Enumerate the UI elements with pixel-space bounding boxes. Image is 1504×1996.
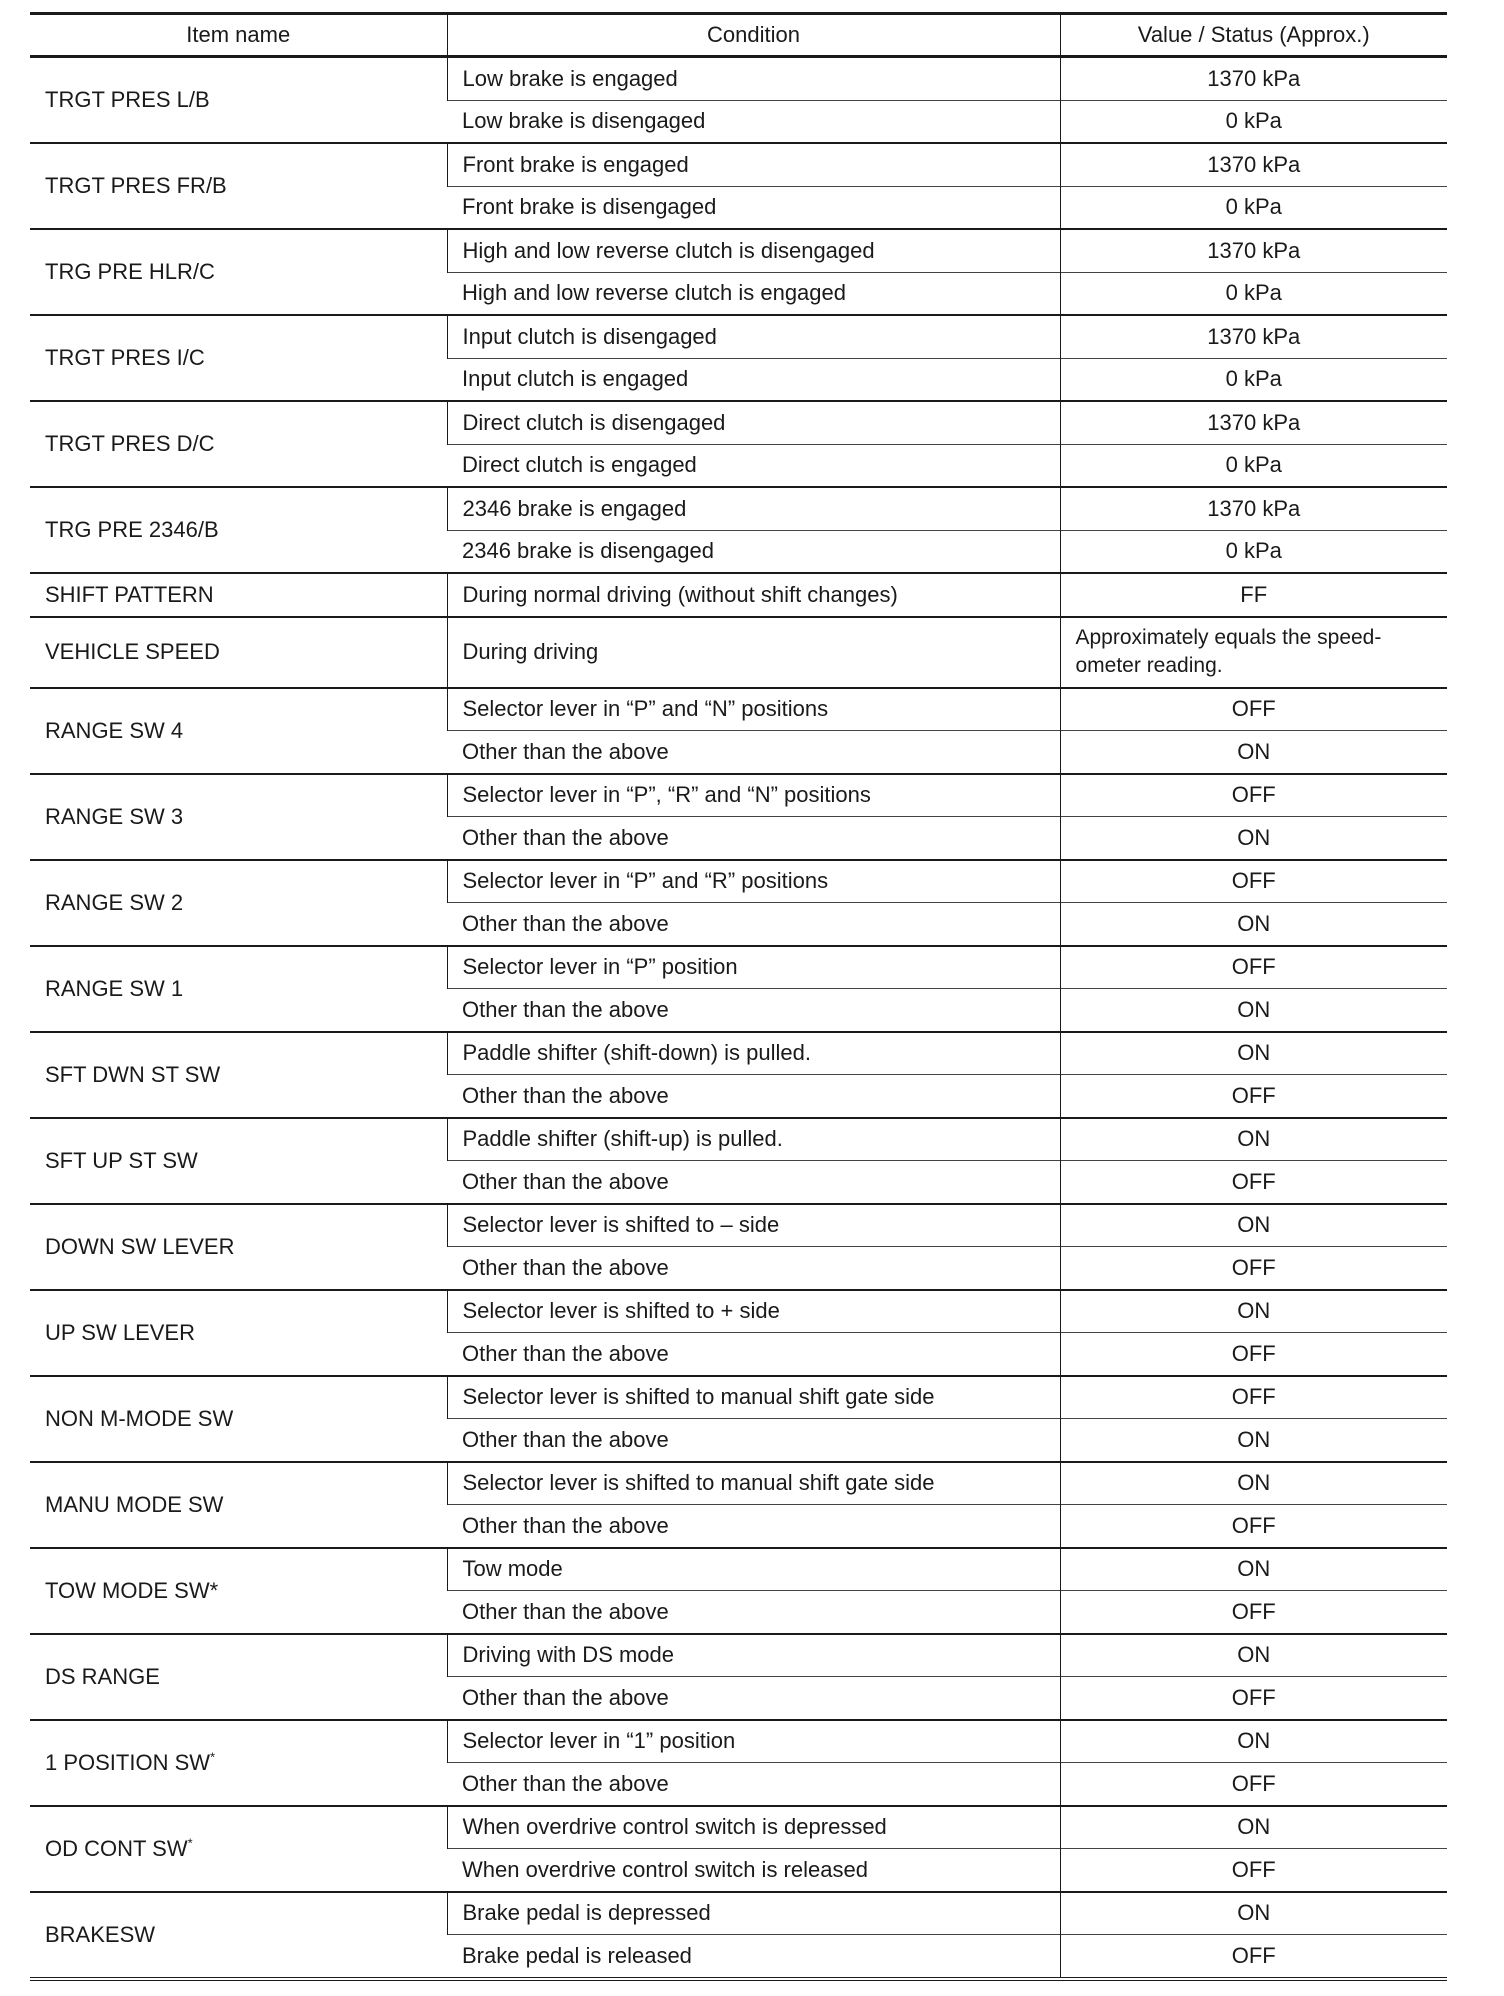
condition-cell: Paddle shifter (shift-up) is pulled. bbox=[447, 1118, 1060, 1161]
condition-cell: Selector lever in “P”, “R” and “N” positions bbox=[447, 774, 1060, 817]
item-name-cell bbox=[30, 617, 447, 688]
condition-cell: Other than the above bbox=[447, 731, 1060, 774]
condition-cell: Other than the above bbox=[447, 1591, 1060, 1634]
item-name-cell bbox=[30, 57, 447, 144]
item-name-cell bbox=[30, 946, 447, 1032]
item-name: MANU MODE SW bbox=[45, 1491, 224, 1517]
value-cell: ON bbox=[1060, 903, 1447, 946]
item-name: DS RANGE bbox=[45, 1663, 160, 1689]
item-name: TRG PRE HLR/C bbox=[45, 259, 215, 284]
footnote-marker: * bbox=[187, 1835, 193, 1851]
value-cell: 0 kPa bbox=[1060, 186, 1447, 229]
value-cell: ON bbox=[1060, 1290, 1447, 1333]
item-name: NON M-MODE SW bbox=[45, 1405, 234, 1431]
value-cell: FF bbox=[1060, 573, 1447, 617]
header-condition: Condition bbox=[447, 14, 1060, 57]
condition-cell: When overdrive control switch is released bbox=[447, 1849, 1060, 1892]
condition-cell: Other than the above bbox=[447, 989, 1060, 1032]
value-cell: ON bbox=[1060, 1634, 1447, 1677]
condition-cell: Other than the above bbox=[447, 817, 1060, 860]
condition-cell: During normal driving (without shift changes) bbox=[447, 573, 1060, 617]
value-cell: ON bbox=[1060, 1720, 1447, 1763]
footnote-marker: * bbox=[210, 1749, 216, 1765]
value-cell: 0 kPa bbox=[1060, 358, 1447, 401]
table-row bbox=[30, 1118, 1447, 1161]
item-name: 1 POSITION SW bbox=[45, 1749, 211, 1775]
table-row bbox=[30, 617, 1447, 688]
table-row bbox=[30, 1290, 1447, 1333]
condition-cell: Low brake is disengaged bbox=[447, 100, 1060, 143]
value-cell: OFF bbox=[1060, 1849, 1447, 1892]
item-name-cell bbox=[30, 315, 447, 401]
table-row bbox=[30, 688, 1447, 731]
item-name-cell bbox=[30, 143, 447, 229]
condition-cell: Other than the above bbox=[447, 1161, 1060, 1204]
item-name: TRG PRE 2346/B bbox=[45, 517, 219, 542]
item-name: SFT DWN ST SW bbox=[45, 1061, 221, 1087]
table-row bbox=[30, 315, 1447, 358]
condition-cell: Selector lever is shifted to manual shift gate side bbox=[447, 1376, 1060, 1419]
condition-cell: Other than the above bbox=[447, 1763, 1060, 1806]
condition-cell: Front brake is disengaged bbox=[447, 186, 1060, 229]
value-cell: OFF bbox=[1060, 1935, 1447, 1979]
condition-cell: Other than the above bbox=[447, 1505, 1060, 1548]
table-row bbox=[30, 1462, 1447, 1505]
condition-cell: Other than the above bbox=[447, 1075, 1060, 1118]
condition-cell: Paddle shifter (shift-down) is pulled. bbox=[447, 1032, 1060, 1075]
value-cell: ON bbox=[1060, 1806, 1447, 1849]
item-name-cell bbox=[30, 688, 447, 774]
condition-cell: Selector lever in “P” and “N” positions bbox=[447, 688, 1060, 731]
table-row bbox=[30, 1032, 1447, 1075]
condition-cell: Selector lever is shifted to manual shift gate side bbox=[447, 1462, 1060, 1505]
item-name: DOWN SW LEVER bbox=[45, 1233, 235, 1259]
value-cell: 1370 kPa bbox=[1060, 57, 1447, 101]
condition-cell: Direct clutch is disengaged bbox=[447, 401, 1060, 444]
condition-cell: Other than the above bbox=[447, 1419, 1060, 1462]
value-cell: 1370 kPa bbox=[1060, 315, 1447, 358]
item-name: RANGE SW 4 bbox=[45, 717, 184, 743]
value-cell: 0 kPa bbox=[1060, 444, 1447, 487]
value-cell: ON bbox=[1060, 989, 1447, 1032]
data-monitor-table bbox=[30, 12, 1447, 1981]
value-cell: 1370 kPa bbox=[1060, 401, 1447, 444]
condition-cell: Other than the above bbox=[447, 1333, 1060, 1376]
value-cell: Approximately equals the speed-ometer reading. bbox=[1060, 617, 1447, 688]
value-cell: OFF bbox=[1060, 1505, 1447, 1548]
table-row bbox=[30, 229, 1447, 272]
item-name: SFT UP ST SW bbox=[45, 1147, 198, 1173]
value-cell: OFF bbox=[1060, 946, 1447, 989]
table-row bbox=[30, 1806, 1447, 1849]
condition-cell: Selector lever in “P” position bbox=[447, 946, 1060, 989]
condition-cell: Brake pedal is depressed bbox=[447, 1892, 1060, 1935]
item-name-cell bbox=[30, 487, 447, 573]
header-row bbox=[30, 14, 1447, 57]
item-name-cell bbox=[30, 1462, 447, 1548]
table-row bbox=[30, 946, 1447, 989]
table-row bbox=[30, 401, 1447, 444]
item-name: BRAKESW bbox=[45, 1921, 156, 1947]
value-cell: ON bbox=[1060, 1204, 1447, 1247]
condition-cell: Driving with DS mode bbox=[447, 1634, 1060, 1677]
table-body bbox=[30, 57, 1447, 1979]
item-name-cell bbox=[30, 1204, 447, 1290]
condition-cell: High and low reverse clutch is engaged bbox=[447, 272, 1060, 315]
condition-cell: Selector lever in “P” and “R” positions bbox=[447, 860, 1060, 903]
condition-cell: Direct clutch is engaged bbox=[447, 444, 1060, 487]
item-name: TRGT PRES D/C bbox=[45, 431, 215, 456]
item-name-cell bbox=[30, 1376, 447, 1462]
condition-cell: Tow mode bbox=[447, 1548, 1060, 1591]
value-cell: OFF bbox=[1060, 1677, 1447, 1720]
item-name: RANGE SW 3 bbox=[45, 803, 184, 829]
value-cell: OFF bbox=[1060, 1376, 1447, 1419]
table-row bbox=[30, 1376, 1447, 1419]
item-name-cell bbox=[30, 1290, 447, 1376]
table-row bbox=[30, 774, 1447, 817]
item-name: RANGE SW 2 bbox=[45, 889, 184, 915]
condition-cell: Other than the above bbox=[447, 1247, 1060, 1290]
table-row bbox=[30, 1548, 1447, 1591]
item-name: TRGT PRES L/B bbox=[45, 87, 210, 112]
value-cell: OFF bbox=[1060, 1161, 1447, 1204]
value-cell: ON bbox=[1060, 1892, 1447, 1935]
table-row bbox=[30, 57, 1447, 101]
value-cell: OFF bbox=[1060, 860, 1447, 903]
value-cell: ON bbox=[1060, 1419, 1447, 1462]
item-name-cell bbox=[30, 1720, 447, 1806]
condition-cell: During driving bbox=[447, 617, 1060, 688]
condition-cell: Selector lever is shifted to + side bbox=[447, 1290, 1060, 1333]
condition-cell: Low brake is engaged bbox=[447, 57, 1060, 101]
table-row bbox=[30, 1634, 1447, 1677]
value-cell: ON bbox=[1060, 1548, 1447, 1591]
table-row bbox=[30, 1892, 1447, 1935]
item-name-cell bbox=[30, 229, 447, 315]
item-name-cell bbox=[30, 774, 447, 860]
condition-cell: 2346 brake is engaged bbox=[447, 487, 1060, 530]
value-cell: 1370 kPa bbox=[1060, 229, 1447, 272]
value-cell: ON bbox=[1060, 817, 1447, 860]
condition-cell: High and low reverse clutch is disengaged bbox=[447, 229, 1060, 272]
item-name-cell bbox=[30, 1634, 447, 1720]
value-cell: OFF bbox=[1060, 1591, 1447, 1634]
table-row bbox=[30, 573, 1447, 617]
header-value-status: Value / Status (Approx.) bbox=[1060, 14, 1447, 57]
condition-cell: Input clutch is disengaged bbox=[447, 315, 1060, 358]
value-cell: OFF bbox=[1060, 1075, 1447, 1118]
item-name-cell bbox=[30, 1806, 447, 1892]
value-cell: OFF bbox=[1060, 688, 1447, 731]
table-row bbox=[30, 1204, 1447, 1247]
item-name: TRGT PRES FR/B bbox=[45, 173, 227, 198]
table-row bbox=[30, 143, 1447, 186]
table-row bbox=[30, 1720, 1447, 1763]
condition-cell: When overdrive control switch is depressed bbox=[447, 1806, 1060, 1849]
item-name: RANGE SW 1 bbox=[45, 975, 184, 1001]
condition-cell: Selector lever is shifted to – side bbox=[447, 1204, 1060, 1247]
value-cell: 0 kPa bbox=[1060, 272, 1447, 315]
item-name: TRGT PRES I/C bbox=[45, 345, 205, 370]
item-name-cell bbox=[30, 401, 447, 487]
item-name-cell bbox=[30, 573, 447, 617]
item-name: VEHICLE SPEED bbox=[45, 639, 220, 664]
item-name: UP SW LEVER bbox=[45, 1319, 195, 1345]
value-cell: ON bbox=[1060, 1118, 1447, 1161]
item-name: SHIFT PATTERN bbox=[45, 581, 214, 607]
item-name-cell bbox=[30, 1032, 447, 1118]
condition-cell: Other than the above bbox=[447, 1677, 1060, 1720]
table-row bbox=[30, 487, 1447, 530]
value-cell: 1370 kPa bbox=[1060, 487, 1447, 530]
value-cell: 1370 kPa bbox=[1060, 143, 1447, 186]
item-name: TOW MODE SW* bbox=[45, 1577, 219, 1603]
item-name-cell bbox=[30, 1548, 447, 1634]
value-cell: ON bbox=[1060, 731, 1447, 774]
item-name-cell bbox=[30, 1892, 447, 1979]
value-cell: 0 kPa bbox=[1060, 100, 1447, 143]
value-cell: OFF bbox=[1060, 1763, 1447, 1806]
value-cell: OFF bbox=[1060, 1247, 1447, 1290]
value-cell: ON bbox=[1060, 1032, 1447, 1075]
condition-cell: Front brake is engaged bbox=[447, 143, 1060, 186]
condition-cell: Selector lever in “1” position bbox=[447, 1720, 1060, 1763]
item-name-cell bbox=[30, 860, 447, 946]
table-row bbox=[30, 860, 1447, 903]
condition-cell: Input clutch is engaged bbox=[447, 358, 1060, 401]
value-cell: OFF bbox=[1060, 1333, 1447, 1376]
condition-cell: Other than the above bbox=[447, 903, 1060, 946]
value-cell: OFF bbox=[1060, 774, 1447, 817]
condition-cell: 2346 brake is disengaged bbox=[447, 530, 1060, 573]
item-name-cell bbox=[30, 1118, 447, 1204]
item-name: OD CONT SW bbox=[45, 1835, 188, 1861]
header-item-name: Item name bbox=[30, 14, 447, 57]
value-cell: 0 kPa bbox=[1060, 530, 1447, 573]
value-cell: ON bbox=[1060, 1462, 1447, 1505]
condition-cell: Brake pedal is released bbox=[447, 1935, 1060, 1979]
